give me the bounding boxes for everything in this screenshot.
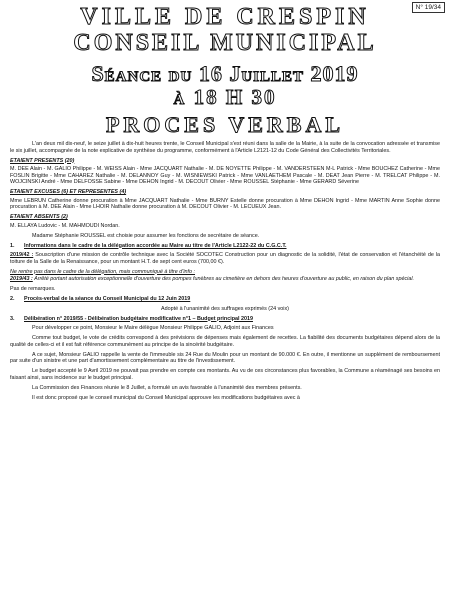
item3-paragraph-2: Comme tout budget, le vote de crédits correspond à des prévisions de dépenses mais également de recettes. La fiabilité des documents budgétaires dépend alors de la qualité de celles-ci et il est fait référence communément au principe de la sincérité budgétaire. [10, 335, 440, 348]
header-council: CONSEIL MUNICIPAL [73, 30, 377, 56]
item1-number: 1. [10, 242, 15, 249]
header-minutes: PROCES VERBAL [105, 112, 345, 137]
item2-title-text: Procès-verbal de la séance du Conseil Municipal du 12 Juin 2019 [24, 296, 191, 302]
present-list: M. DEE Alain - M. GALIO Philippe - M. WEISS Alain - Mme JACQUART Nathalie - M. DE NOYETTE Philippe - M. VANDERSTEEN M-L Patrick - Mme BOUCHEZ Catherine - Mme FOSLIN Brigitte - Mme CAHAREZ Nathalie - M. DELANNOY Guy - M. WISNIEWSKI Patrick - Mme VANLAETHEM Pascale - M. DEAT Jean Pierre - M. TRELCAT Philippe - M. WOJCINSKI André - Mme DELFOSSE Sabine - Mme DEHON Ingrid - M. DECOUT Olivier - Mme ROUSSEL Stéphanie - Mme GERARD Séverine [10, 166, 440, 185]
intro-paragraph: L'an deux mil dix-neuf, le seize juillet à dix-huit heures trente, le Conseil Municipal s'est réuni dans la salle de la Mairie, à la suite de la convocation adressée et transmise le six juillet, accompagnée de la note explicative de synthèse du programme, conformément à l'Article L2121-12 du Code Général des Collectivités Territoriales. [10, 141, 440, 154]
item2-number: 2. [10, 296, 15, 302]
item1-title [10, 243, 440, 250]
excused-list: Mme LEBRUN Catherine donne procuration à Mme JACQUART Nathalie - Mme BURNY Estelle donne procuration à Mme DEHON Ingrid - Mme MARTIN Anne Sophie donne procuration à M. DEE Alain - Mme LHOIR Nathalie donne procuration à M. DECOUT Olivier - M. LECUEUX Jean. [10, 197, 440, 210]
item2-title [10, 296, 440, 303]
item1-decision2-text: Arrêté portant autorisation exceptionnelle d'ouverture des pompes funèbres au cimetière en dehors des heures d'ouverture au public, en raison du plan spécial. [34, 276, 415, 282]
item3-paragraph-4: Le budget accepté le 9 Avril 2019 ne pouvait pas prendre en compte ces montants. Au vu de ces circonstances plus favorables, la Commune a réaménagé ses besoins en faisant ainsi, sans incidence sur le budget principal. [10, 368, 440, 381]
item3-paragraph-6: Il est donc proposé que le conseil municipal du Conseil Municipal approuve les modifications budgétaires avec à [32, 394, 300, 401]
item3-number: 3. [10, 315, 15, 322]
document-number: N° 19/34 [412, 2, 445, 13]
header-session-time: à 18 H 30 [173, 85, 277, 109]
item1-decision2 [10, 276, 440, 283]
secretary-paragraph: Madame Stéphanie ROUSSEL est choisie pour assumer les fonctions de secrétaire de séance. [32, 232, 260, 239]
header-session-date: Séance du 16 Juillet 2019 [91, 61, 359, 86]
item2-result: Adopté à l'unanimité des suffrages exprimés (24 voix) [161, 305, 289, 312]
item1-decision1 [10, 252, 440, 265]
excused-heading: ETAIENT EXCUSES (6) ET REPRESENTES (4) [10, 189, 127, 195]
item1-title-text: Informations dans le cadre de la délégation accordée au Maire au titre de l'Article L2122-22 du C.G.C.T. [24, 242, 287, 249]
item3-paragraph-1: Pour développer ce point, Monsieur le Maire délègue Monsieur Philippe GALIO, Adjoint aux Finances [32, 325, 274, 331]
present-heading: ETAIENT PRESENTS (20) [10, 157, 75, 164]
item1-remark: Pas de remarques. [10, 286, 56, 292]
item3-title-text: Délibération n° 2019/55 - Délibération budgétaire modificative n°1 – Budget principal 2019 [24, 315, 253, 322]
item1-decision2-ref: 2019/43 : [10, 276, 33, 282]
item3-paragraph-5: La Commission des Finances réunie le 8 Juillet, a formulé un avis favorable à l'unanimité des membres présents. [32, 384, 302, 391]
item3-title [10, 316, 440, 323]
absent-list: M. ELLAYA Ludovic - M. MAHMOUDI Nordan. [10, 222, 120, 229]
header-town: VILLE DE CRESPIN [80, 4, 370, 30]
document-body [10, 141, 440, 405]
item1-note: Ne rentre pas dans le cadre de la délégation, mais communiqué à titre d'info : [10, 268, 196, 275]
absent-heading: ETAIENT ABSENTS (2) [10, 214, 68, 220]
item1-decision1-text: Souscription d'une mission de contrôle technique avec la Société SOCOTEC Construction pour un diagnostic de la solidité, l'état de conservation et l'étanchéité de la toiture de la Salle de la Renaissance, pour un montant H.T. de sept cent euros (700,00 €). [10, 252, 440, 265]
item1-decision1-ref: 2019/42 : [10, 252, 34, 258]
item3-paragraph-3: A ce sujet, Monsieur GALIO rappelle la vente de l'immeuble sis 24 Rue du Moulin pour un montant de 90.000 €. En outre, il mentionne un supplément de remboursement par suite d'un sinistre et une part d'amortissement complémentaire au titre de l'investissement. [10, 351, 440, 364]
